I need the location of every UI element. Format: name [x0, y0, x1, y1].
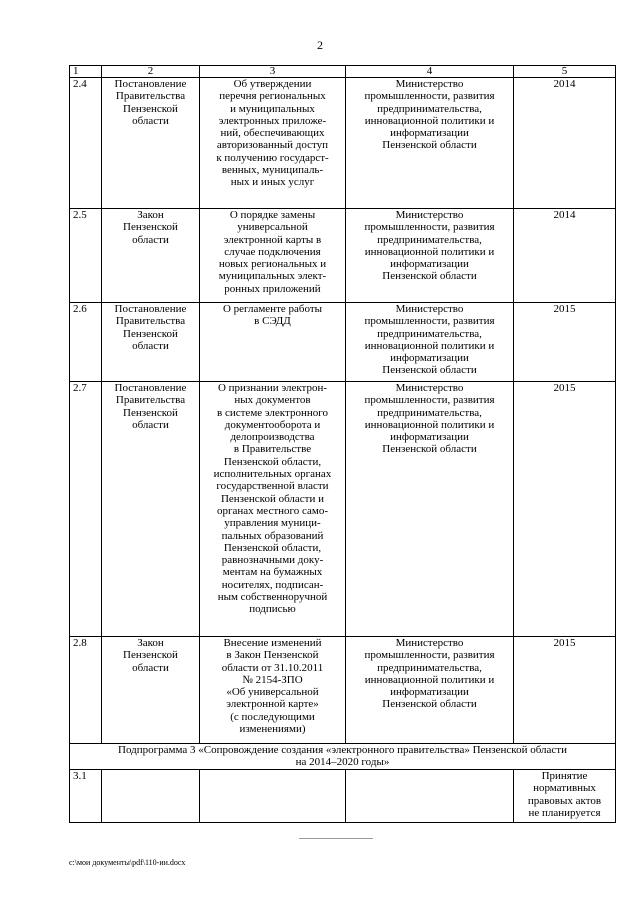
page-number: 2: [317, 38, 323, 52]
text-line: О регламенте работы: [222, 303, 323, 315]
text-line: нормативных: [533, 782, 596, 795]
text-line: ментам на бумажных: [222, 566, 323, 579]
text-line: Постановление: [114, 78, 187, 90]
text-line: исполнительных органах: [213, 468, 332, 481]
year: 2014: [514, 209, 616, 303]
text-line: Министерство: [395, 209, 464, 221]
text-line: области: [132, 418, 169, 431]
table-row: [70, 770, 616, 823]
text-line: случае подключения: [224, 245, 321, 258]
text-line: Пензенской: [123, 221, 178, 234]
text-line: (с последующими: [230, 710, 315, 723]
header-cell-4: 4: [346, 66, 514, 78]
header-cell-5: 5: [514, 66, 616, 78]
text-line: инновационной политики и: [364, 245, 495, 258]
text-line: в СЭДД: [254, 315, 291, 328]
document-title: [200, 382, 346, 637]
table-row: [70, 209, 616, 303]
text-line: промышленности, развития: [364, 315, 495, 328]
text-line: Пензенской области: [382, 443, 477, 456]
text-line: подписью: [249, 603, 296, 616]
document-type: [102, 78, 200, 209]
text-line: предпринимательства,: [377, 233, 482, 246]
document-type: [102, 303, 200, 382]
text-line: управления муници-: [224, 517, 321, 530]
text-line: авторизованный доступ: [216, 139, 329, 152]
text-line: в Правительстве: [233, 443, 312, 456]
text-line: области: [132, 114, 169, 127]
text-line: перечня региональных: [219, 90, 326, 103]
text-line: Пензенской области: [382, 139, 477, 152]
text-line: Пензенской области,: [223, 541, 322, 554]
header-cell-1: 1: [70, 66, 102, 78]
table-header-row: [70, 66, 616, 78]
text-line: ных документов: [234, 394, 311, 407]
document-table: [69, 65, 616, 823]
text-line: промышленности, развития: [364, 221, 495, 234]
document-type: [102, 637, 200, 744]
text-line: инновационной политики и: [364, 673, 495, 686]
text-line: промышленности, развития: [364, 90, 495, 103]
text-line: информатизации: [390, 258, 469, 271]
text-line: промышленности, развития: [364, 649, 495, 662]
document-type: [102, 382, 200, 637]
text-line: Постановление: [114, 382, 187, 394]
text-line: органах местного само-: [216, 504, 329, 517]
text-line: Министерство: [395, 78, 464, 90]
text-line: ронных приложений: [224, 282, 321, 295]
responsible-executor: [346, 637, 514, 744]
text-line: информатизации: [390, 352, 469, 365]
text-line: Правительства: [115, 394, 186, 407]
text-line: электронной карте»: [226, 698, 319, 711]
document-title: [200, 78, 346, 209]
text-line: информатизации: [390, 431, 469, 444]
header-cell-2: 2: [102, 66, 200, 78]
row-number: 2.5: [70, 209, 102, 303]
row-number: 2.6: [70, 303, 102, 382]
row-number: 2.4: [70, 78, 102, 209]
responsible-executor: [346, 382, 514, 637]
table-row: [70, 382, 616, 637]
text-line: делопроизводства: [230, 431, 315, 444]
text-line: инновационной политики и: [364, 114, 495, 127]
text-line: Закон: [137, 637, 164, 649]
text-line: Пензенской: [123, 649, 178, 662]
text-line: Подпрограмма 3 «Сопровождение создания «электронного правительства» Пензенской области: [118, 744, 567, 756]
text-line: электронных приложе-: [218, 114, 327, 127]
text-line: пальных образований: [221, 529, 324, 542]
subprogram-row: [70, 744, 616, 770]
text-line: в Закон Пензенской: [226, 649, 319, 662]
text-line: Пензенской области: [382, 698, 477, 711]
table-row: [70, 303, 616, 382]
text-line: государственной власти: [216, 480, 329, 493]
text-line: на 2014–2020 годы»: [295, 756, 390, 769]
year: 2015: [514, 382, 616, 637]
responsible-executor: [346, 303, 514, 382]
text-line: предпринимательства,: [377, 102, 482, 115]
file-path: c:\мои документы\pdf\110-ии.docx: [69, 858, 186, 867]
year: 2014: [514, 78, 616, 209]
text-line: Пензенской: [123, 327, 178, 340]
responsible-executor: [346, 78, 514, 209]
text-line: универсальной: [237, 221, 308, 234]
text-line: Пензенской: [123, 102, 178, 115]
text-line: Закон: [137, 209, 164, 221]
text-line: электронной карты в: [223, 233, 322, 246]
text-line: в системе электронного: [217, 406, 328, 419]
text-line: предпринимательства,: [377, 661, 482, 674]
text-line: и муниципальных: [230, 102, 315, 115]
text-line: области: [132, 339, 169, 352]
row-note: [514, 770, 616, 823]
document-title: [200, 637, 346, 744]
text-line: изменениями): [239, 723, 306, 736]
text-line: информатизации: [390, 686, 469, 699]
text-line: Пензенской области: [382, 270, 477, 283]
empty-cell: [102, 770, 200, 823]
text-line: Внесение изменений: [223, 637, 322, 649]
text-line: информатизации: [390, 127, 469, 140]
year: 2015: [514, 637, 616, 744]
empty-cell: [200, 770, 346, 823]
text-line: муниципальных элект-: [218, 270, 327, 283]
table-row: [70, 78, 616, 209]
text-line: Пензенской области и: [220, 492, 325, 505]
text-line: инновационной политики и: [364, 418, 495, 431]
row-number: 2.8: [70, 637, 102, 744]
text-line: Принятие: [541, 770, 588, 782]
text-line: промышленности, развития: [364, 394, 495, 407]
text-line: ний, обеспечивающих: [220, 127, 325, 140]
text-line: инновационной политики и: [364, 339, 495, 352]
text-line: Пензенской области: [382, 364, 477, 377]
text-line: носителях, подписан-: [221, 578, 324, 591]
empty-cell: [346, 770, 514, 823]
text-line: не планируется: [528, 806, 601, 819]
text-line: Пензенской области,: [223, 455, 322, 468]
subprogram-title: [70, 744, 616, 770]
row-number: 3.1: [70, 770, 102, 823]
footer-divider: [299, 838, 373, 839]
text-line: к получению государст-: [216, 151, 329, 164]
text-line: ных и иных услуг: [230, 176, 315, 189]
year: 2015: [514, 303, 616, 382]
text-line: Правительства: [115, 315, 186, 328]
row-number: 2.7: [70, 382, 102, 637]
text-line: «Об универсальной: [226, 686, 319, 699]
text-line: области: [132, 233, 169, 246]
text-line: области от 31.10.2011: [221, 661, 324, 674]
text-line: документооборота и: [224, 418, 321, 431]
text-line: предпринимательства,: [377, 406, 482, 419]
text-line: Правительства: [115, 90, 186, 103]
text-line: венных, муниципаль-: [221, 164, 324, 177]
text-line: Пензенской: [123, 406, 178, 419]
responsible-executor: [346, 209, 514, 303]
document-title: [200, 303, 346, 382]
document-title: [200, 209, 346, 303]
text-line: предпринимательства,: [377, 327, 482, 340]
text-line: О признании электрон-: [217, 382, 328, 394]
text-line: равнозначными доку-: [221, 554, 324, 567]
text-line: Министерство: [395, 303, 464, 315]
header-cell-3: 3: [200, 66, 346, 78]
text-line: Об утверждении: [233, 78, 312, 90]
text-line: № 2154-ЗПО: [242, 673, 303, 686]
table-row: [70, 637, 616, 744]
text-line: ным собственноручной: [217, 591, 328, 604]
document-type: [102, 209, 200, 303]
text-line: области: [132, 661, 169, 674]
text-line: О порядке замены: [229, 209, 316, 221]
text-line: Постановление: [114, 303, 187, 315]
text-line: правовых актов: [527, 794, 602, 807]
text-line: новых региональных и: [218, 258, 327, 271]
text-line: Министерство: [395, 637, 464, 649]
text-line: Министерство: [395, 382, 464, 394]
